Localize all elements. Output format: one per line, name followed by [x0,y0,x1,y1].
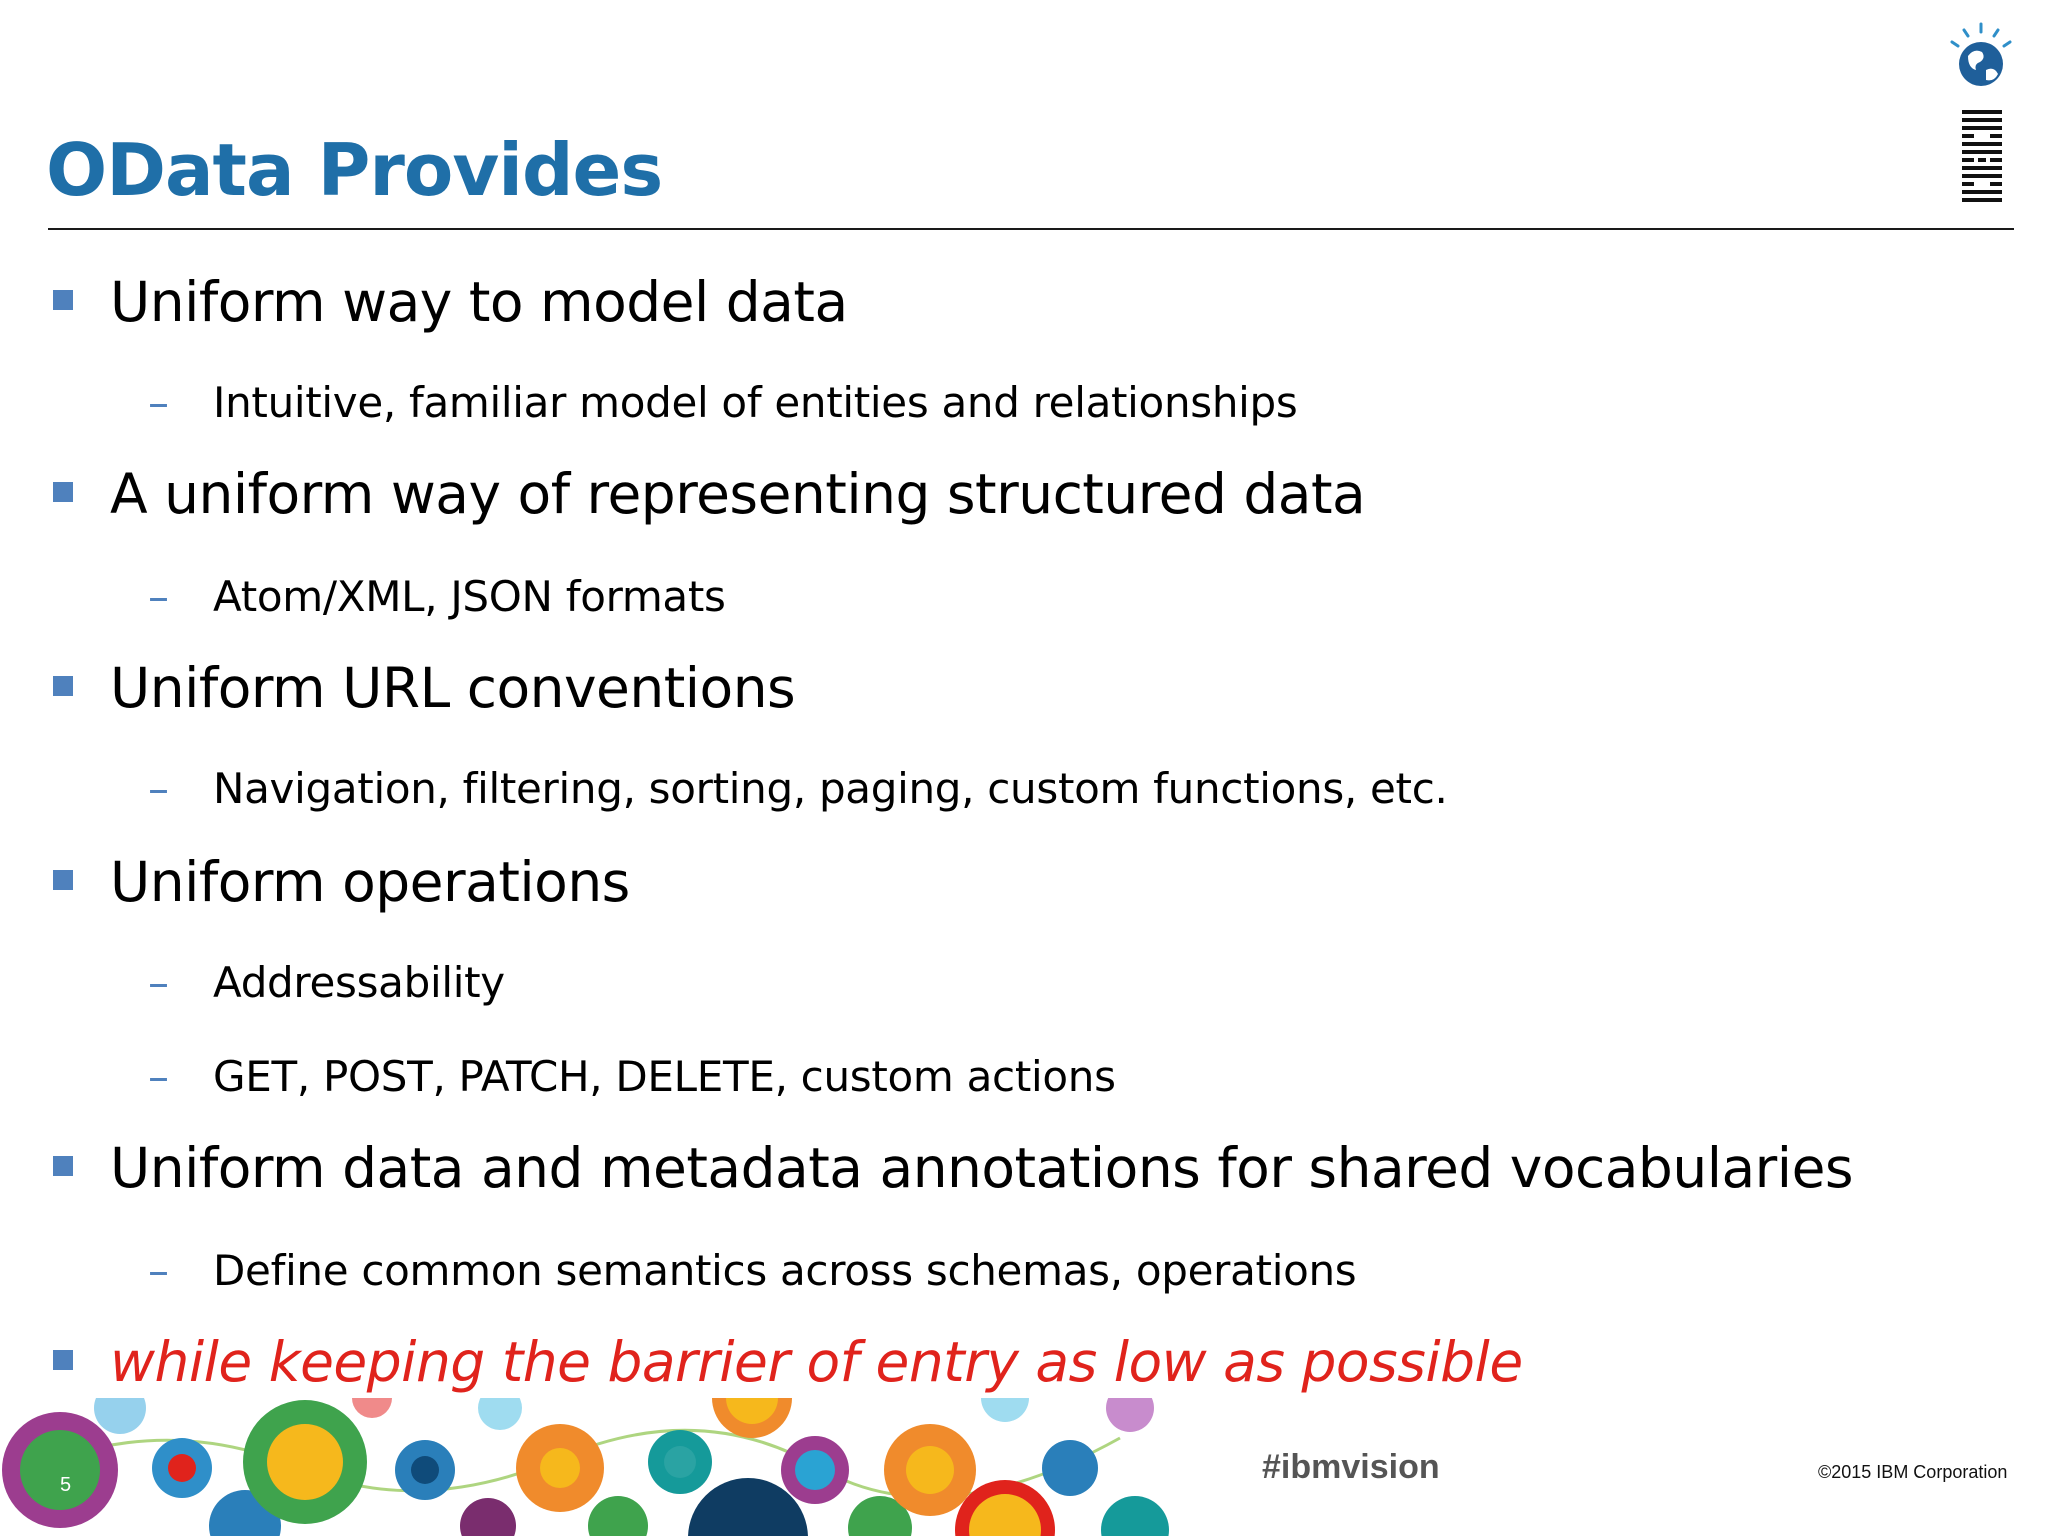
bullet-text: Uniform way to model data [110,270,848,334]
sub-bullet-dash: – [148,572,169,621]
sub-bullet-text: Navigation, filtering, sorting, paging, custom functions, etc. [213,764,1448,813]
sub-bullet-dash: – [148,764,169,813]
bullet-text: A uniform way of representing structured data [110,462,1366,526]
bullet-text: Uniform data and metadata annotations for shared vocabularies [110,1136,1854,1200]
bullet-text: Uniform operations [110,850,630,914]
bullet-marker [53,1350,73,1370]
copyright-text: ©2015 IBM Corporation [1818,1462,2008,1482]
bullet-marker [53,482,73,502]
sub-bullet-text: Atom/XML, JSON formats [213,572,726,621]
sub-bullet-text: Define common semantics across schemas, operations [213,1246,1357,1295]
decorative-bubble-footer [0,1398,1180,1536]
bullet-text: Uniform URL conventions [110,656,796,720]
bullet-marker [53,1156,73,1176]
sub-bullet-dash: – [148,1052,169,1101]
emphasis-bullet-text: while keeping the barrier of entry as low as possible [110,1330,1523,1394]
page-number: 5 [60,1474,72,1496]
hashtag-label: #ibmvision [1262,1448,1440,1486]
sub-bullet-dash: – [148,1246,169,1295]
sub-bullet-text: Intuitive, familiar model of entities and relationships [213,378,1298,427]
slide-title: OData Provides [46,128,663,212]
sub-bullet-text: Addressability [213,958,505,1007]
bullet-marker [53,676,73,696]
bullet-marker [53,870,73,890]
sub-bullet-dash: – [148,378,169,427]
sub-bullet-dash: – [148,958,169,1007]
sub-bullet-text: GET, POST, PATCH, DELETE, custom actions [213,1052,1116,1101]
bullet-marker [53,290,73,310]
